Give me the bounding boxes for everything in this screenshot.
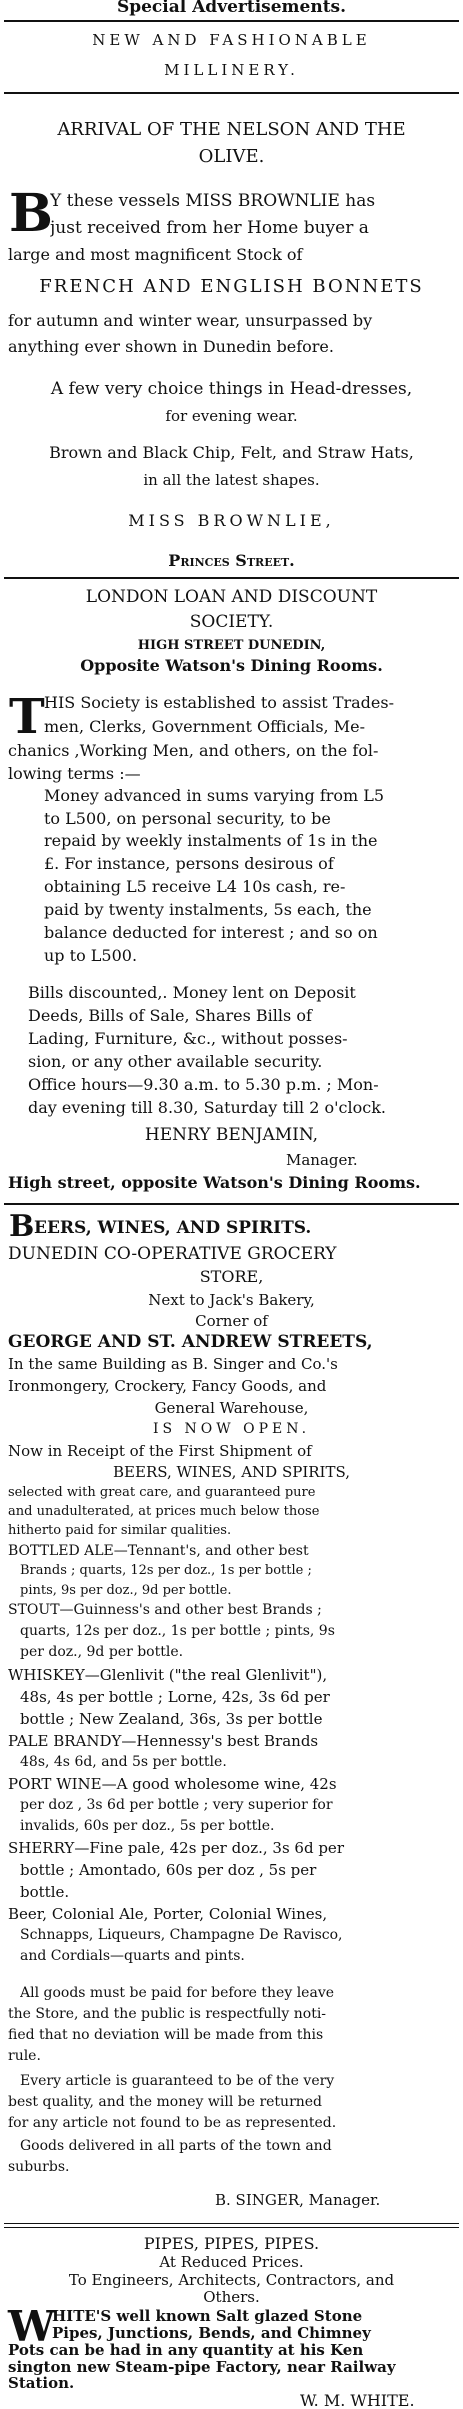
- ad-signature: HENRY BENJAMIN,: [144, 1125, 319, 1145]
- ad-line: All goods must be paid for before they leave: [20, 1985, 335, 2001]
- ad-line: Every article is guaranteed to be of the very: [20, 2073, 335, 2089]
- ad-line: men, Clerks, Government Officials, Me-: [44, 717, 365, 736]
- ad-line: fied that no deviation will be made from this: [8, 2027, 324, 2043]
- ad-line: BEERS, WINES, AND SPIRITS,: [113, 1463, 350, 1481]
- ad-line: lowing terms :—: [8, 764, 141, 783]
- ad-line: per doz , 3s 6d per bottle ; very superior for: [20, 1797, 333, 1813]
- ad-subhead: At Reduced Prices.: [159, 2253, 304, 2272]
- ad-line: Beer, Colonial Ale, Porter, Colonial Wines,: [8, 1905, 328, 1923]
- ad-line: Schnapps, Liqueurs, Champagne De Ravisco,: [20, 1927, 343, 1943]
- ad-signature: MISS BROWNLIE,: [128, 511, 335, 530]
- ad-line: Money advanced in sums varying from L5: [44, 786, 385, 805]
- ad-line: per doz., 9d per bottle.: [20, 1644, 184, 1660]
- ad-line: General Warehouse,: [154, 1399, 309, 1417]
- ad-signature: B. SINGER, Manager.: [215, 2191, 381, 2209]
- ad-line: sington new Steam-pipe Factory, near Railway: [8, 2357, 396, 2376]
- divider: [4, 2227, 459, 2228]
- ad-line: Now in Receipt of the First Shipment of: [8, 1442, 312, 1460]
- ad-line: the Store, and the public is respectfully noti-: [8, 2006, 327, 2022]
- ad-line: bottle ; New Zealand, 36s, 3s per bottle: [20, 1710, 323, 1728]
- ad-line: just received from her Home buyer a: [50, 218, 369, 238]
- ad-line: Office hours—9.30 a.m. to 5.30 p.m. ; Mon-: [28, 1075, 379, 1094]
- ad-line: day evening till 8.30, Saturday till 2 o'clock.: [28, 1098, 387, 1117]
- ad-line: SHERRY—Fine pale, 42s per doz., 3s 6d per: [8, 1839, 344, 1857]
- ad-line: for evening wear.: [165, 407, 298, 425]
- ad-line: HITE'S well known Salt glazed Stone: [52, 2307, 363, 2326]
- ad-line: Goods delivered in all parts of the town and: [20, 2138, 332, 2154]
- ad-line: In the same Building as B. Singer and Co.'s: [8, 1355, 338, 1373]
- ad-line: for autumn and winter wear, unsurpassed by: [8, 311, 373, 330]
- ad-line: To Engineers, Architects, Contractors, and: [68, 2270, 395, 2289]
- divider: [4, 2223, 459, 2224]
- drop-cap: B: [9, 183, 53, 244]
- ad-line: PALE BRANDY—Hennessy's best Brands: [8, 1732, 319, 1750]
- ad-headline: ARRIVAL OF THE NELSON AND THE: [57, 119, 406, 140]
- ad-line: hitherto paid for similar qualities.: [8, 1523, 232, 1538]
- ad-subhead: NEW AND FASHIONABLE: [92, 31, 371, 49]
- ad-line: chanics ,Working Men, and others, on the fol-: [8, 741, 379, 760]
- ad-subhead: Opposite Watson's Dining Rooms.: [80, 656, 383, 675]
- ad-line: suburbs.: [8, 2159, 70, 2175]
- ad-line: balance deducted for interest ; and so on: [44, 923, 378, 942]
- divider: [4, 1203, 459, 1205]
- ad-line: HIS Society is established to assist Trades-: [44, 693, 395, 712]
- ad-line: Bills discounted,. Money lent on Deposit: [28, 983, 356, 1002]
- drop-cap: T: [9, 689, 45, 745]
- ad-line: and unadulterated, at prices much below those: [8, 1504, 320, 1519]
- ad-line: Corner of: [195, 1312, 268, 1330]
- ad-line: paid by twenty instalments, 5s each, the: [44, 900, 372, 919]
- ad-line: invalids, 60s per doz., 5s per bottle.: [20, 1818, 275, 1834]
- ad-line: quarts, 12s per doz., 1s per bottle ; pints, 9s: [20, 1623, 335, 1639]
- ad-line: Y these vessels MISS BROWNLIE has: [50, 191, 376, 211]
- ad-line: WHISKEY—Glenlivit ("the real Glenlivit"),: [8, 1666, 328, 1684]
- ad-subhead: STORE,: [199, 1267, 264, 1286]
- ad-line: A few very choice things in Head-dresses,: [50, 379, 413, 399]
- ad-line: and Cordials—quarts and pints.: [20, 1948, 245, 1964]
- ad-line: obtaining L5 receive L4 10s cash, re-: [44, 877, 346, 896]
- drop-cap: W: [8, 2302, 56, 2352]
- ad-line: BOTTLED ALE—Tennant's, and other best: [8, 1543, 309, 1559]
- ad-line: Deeds, Bills of Sale, Shares Bills of: [28, 1006, 312, 1025]
- ad-line: for any article not found to be as represented.: [8, 2115, 337, 2131]
- ad-line: large and most magnificent Stock of: [8, 245, 303, 264]
- ad-line: Brands ; quarts, 12s per doz., 1s per bottle ;: [20, 1563, 312, 1578]
- ad-line: selected with great care, and guaranteed pure: [8, 1485, 316, 1500]
- divider: [4, 577, 459, 579]
- ad-emphasis: GEORGE AND ST. ANDREW STREETS,: [8, 1332, 373, 1352]
- ad-subhead: MILLINERY.: [164, 61, 299, 79]
- ad-line: Pots can be had in any quantity at his Ken: [8, 2340, 364, 2359]
- ad-line: PORT WINE—A good wholesome wine, 42s: [8, 1775, 337, 1793]
- drop-cap: B: [9, 1209, 35, 1244]
- ad-line: Station.: [8, 2374, 75, 2393]
- ad-headline: LONDON LOAN AND DISCOUNT: [85, 587, 378, 607]
- divider: [4, 92, 459, 94]
- ad-headline: OLIVE.: [198, 146, 265, 167]
- ad-line: Others.: [203, 2288, 260, 2307]
- ad-signature-role: Manager.: [286, 1151, 358, 1169]
- ad-address: HIGH STREET DUNEDIN,: [137, 638, 326, 653]
- ad-line: pints, 9s per doz., 9d per bottle.: [20, 1583, 232, 1598]
- ad-line: repaid by weekly instalments of 1s in the: [44, 831, 378, 850]
- ad-emphasis: FRENCH AND ENGLISH BONNETS: [39, 276, 424, 297]
- ad-line: 48s, 4s 6d, and 5s per bottle.: [20, 1754, 227, 1770]
- ad-headline: EERS, WINES, AND SPIRITS.: [34, 1218, 312, 1238]
- ad-line: to L500, on personal security, to be: [44, 809, 331, 828]
- ad-footer: High street, opposite Watson's Dining Rooms.: [8, 1173, 421, 1192]
- ad-line: best quality, and the money will be returned: [8, 2094, 323, 2110]
- ad-line: in all the latest shapes.: [143, 471, 320, 489]
- ad-line: sion, or any other available security.: [28, 1052, 323, 1071]
- ad-line: Lading, Furniture, &c., without posses-: [28, 1029, 348, 1048]
- ad-line: Ironmongery, Crockery, Fancy Goods, and: [8, 1377, 327, 1395]
- ad-line: Brown and Black Chip, Felt, and Straw Hats,: [49, 443, 414, 462]
- section-title: Special Advertisements.: [116, 0, 347, 17]
- ad-line: 48s, 4s per bottle ; Lorne, 42s, 3s 6d per: [20, 1688, 330, 1706]
- ad-headline: SOCIETY.: [189, 612, 274, 632]
- ad-line: up to L500.: [44, 946, 138, 965]
- ad-subhead: DUNEDIN CO-OPERATIVE GROCERY: [8, 1244, 337, 1264]
- ad-signature: W. M. WHITE.: [300, 2391, 415, 2409]
- ad-headline: PIPES, PIPES, PIPES.: [143, 2234, 320, 2253]
- divider: [4, 20, 459, 22]
- ad-address: Princes Street.: [168, 551, 295, 570]
- ad-line: STOUT—Guinness's and other best Brands ;: [8, 1602, 322, 1618]
- ad-line: Next to Jack's Bakery,: [148, 1291, 315, 1309]
- ad-line: Pipes, Junctions, Bends, and Chimney: [52, 2324, 371, 2343]
- ad-line: bottle.: [20, 1883, 70, 1901]
- ad-line: £. For instance, persons desirous of: [44, 854, 334, 873]
- ad-line: anything ever shown in Dunedin before.: [8, 337, 334, 356]
- ad-line: rule.: [8, 2048, 41, 2064]
- ad-line: bottle ; Amontado, 60s per doz , 5s per: [20, 1861, 317, 1879]
- ad-emphasis: IS NOW OPEN.: [152, 1421, 311, 1437]
